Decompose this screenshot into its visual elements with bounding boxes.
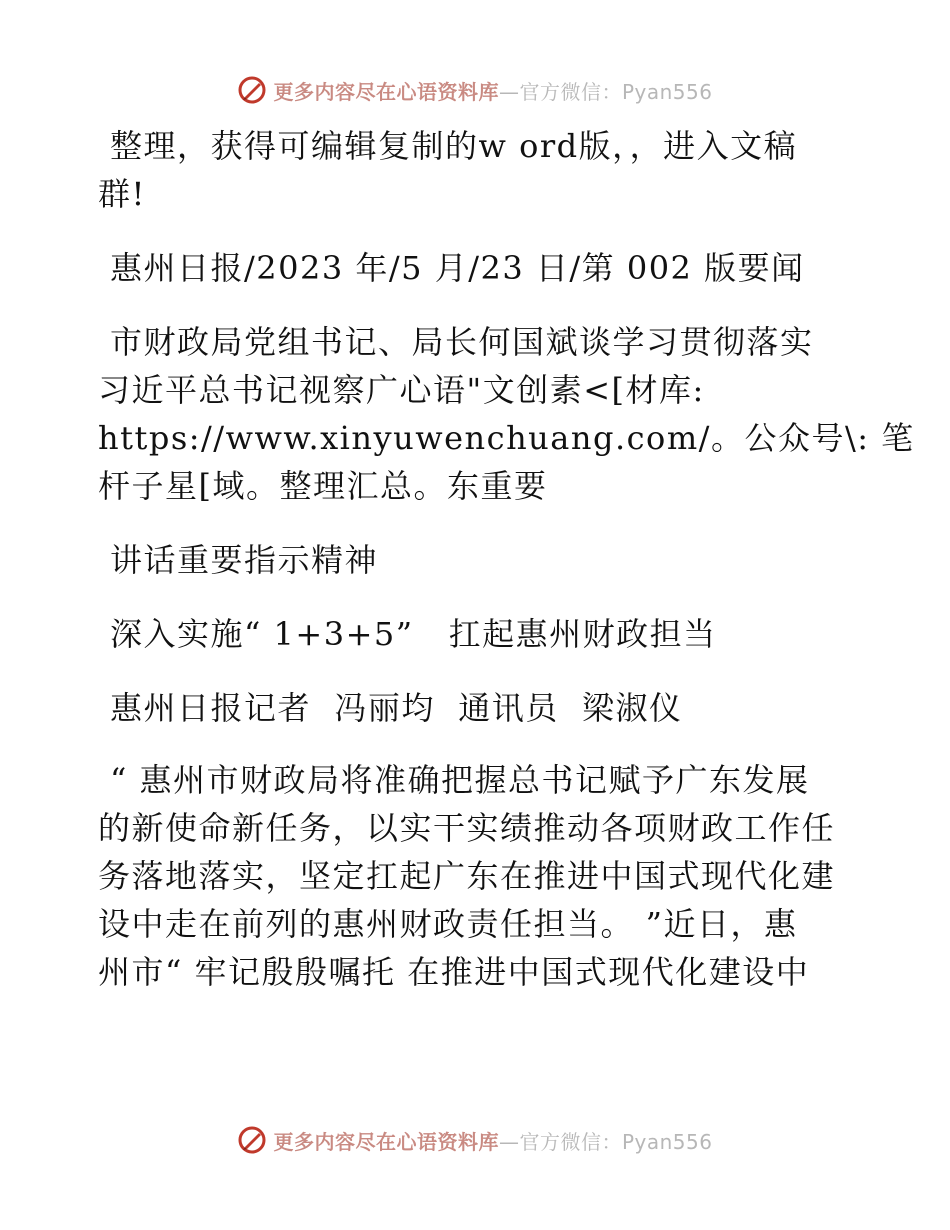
quill-logo-icon: [237, 1125, 267, 1155]
paragraph-intro: [98, 122, 858, 218]
paragraph-headline-cont: [98, 536, 858, 584]
watermark-prefix: 更多内容尽在心语资料库: [273, 1129, 499, 1154]
text-line: 惠州日报/2023 年/5 月/23 日/第 002 版要闻: [110, 249, 805, 287]
text-line: 群!: [98, 175, 146, 213]
watermark-wechat: 官方微信：Pyan556: [519, 1129, 713, 1154]
watermark-dash: —: [498, 1129, 520, 1154]
text-line: 习近平总书记视察广心语"文创素<[材库:: [98, 371, 705, 409]
watermark-wechat: 官方微信：Pyan556: [519, 79, 713, 104]
paragraph-headline: [98, 318, 915, 510]
text-line: 深入实施“ 1+3+5” 扛起惠州财政担当: [110, 615, 717, 653]
paragraph-byline: [98, 684, 858, 732]
watermark-dash: —: [498, 79, 520, 104]
quill-logo-icon: [237, 75, 267, 105]
text-line: 杆子星[域。整理汇总。东重要: [98, 467, 548, 505]
text-line: 整理，获得可编辑复制的w ord版，，进入文稿: [110, 127, 798, 165]
text-line: 州市“ 牢记殷殷嘱托 在推进中国式现代化建设中: [98, 953, 810, 991]
text-line: 的新使命新任务，以实干实绩推动各项财政工作任: [98, 809, 836, 847]
paragraph-subtitle: [98, 610, 858, 658]
text-line: 设中走在前列的惠州财政责任担当。 ”近日，惠: [98, 905, 798, 943]
text-line: 市财政局党组书记、局长何国斌谈学习贯彻落实: [110, 323, 814, 361]
document-body: [98, 122, 915, 1022]
header-watermark: [0, 70, 950, 110]
watermark-text: [273, 76, 712, 105]
text-line: 惠州日报记者 冯丽均 通讯员 梁淑仪: [110, 689, 683, 727]
paragraph-source: [98, 244, 858, 292]
watermark-prefix: 更多内容尽在心语资料库: [273, 79, 499, 104]
watermark-text: [273, 1126, 712, 1155]
text-line: 务落地落实，坚定扛起广东在推进中国式现代化建: [98, 857, 836, 895]
text-line: “ 惠州市财政局将准确把握总书记赋予广东发展: [110, 761, 810, 799]
paragraph-body: [98, 756, 858, 996]
text-line: https://www.xinyuwenchuang.com/。公众号\: 笔: [98, 419, 915, 457]
text-line: 讲话重要指示精神: [110, 541, 379, 579]
footer-watermark: [0, 1120, 950, 1160]
